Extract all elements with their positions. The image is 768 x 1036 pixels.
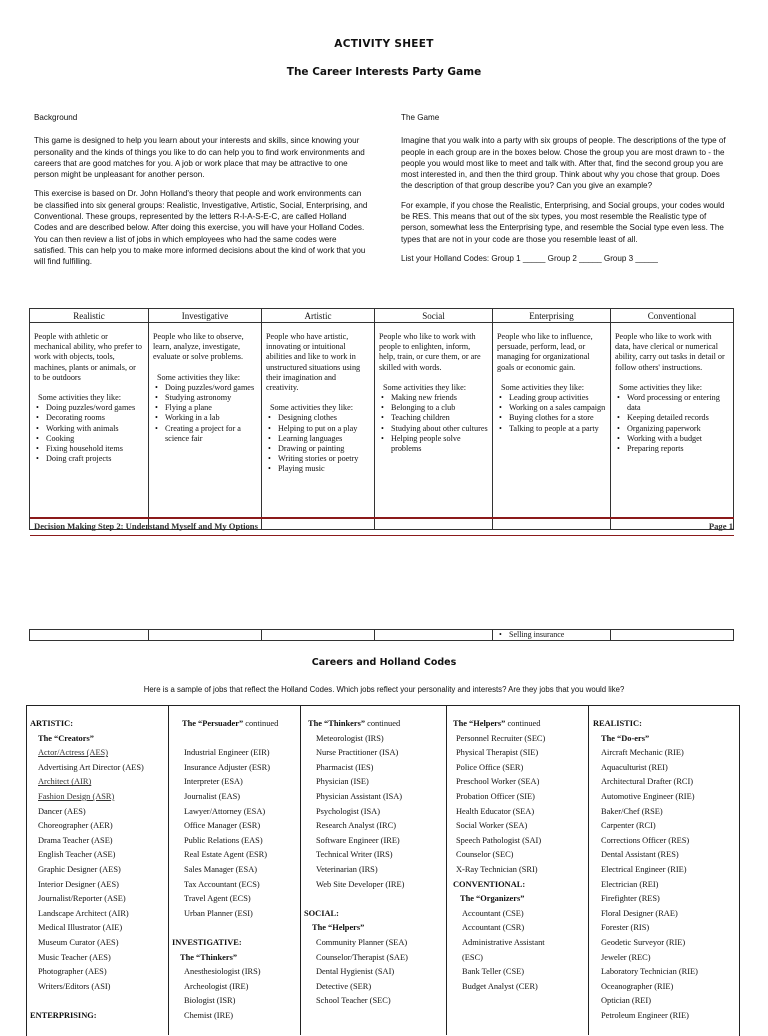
activity-item: • Studying about other cultures: [379, 424, 488, 434]
job-item[interactable]: Architect (AIR): [38, 777, 92, 787]
activity-item: • Designing clothes: [266, 413, 370, 423]
activity-item: • Talking to people at a party: [497, 424, 606, 434]
activity-item: • Word processing or entering data: [615, 393, 729, 413]
group-header-enterprising: Enterprising: [493, 309, 611, 323]
empty-cell: [611, 630, 734, 641]
job-item: Music Teacher (AES): [38, 952, 111, 962]
holland-codes-line: List your Holland Codes: Group 1 _____ Group 2 _____ Group 3 _____: [401, 253, 658, 263]
job-item: X-Ray Technician (SRI): [456, 864, 538, 874]
job-item: Baker/Chef (RSE): [601, 806, 663, 816]
background-paragraph-1: This game is designed to help you learn about your interests and skills, since knowing your personality and the kinds of things you like to do can help you to find work environments and careers that are good matches for you. A job or work place that may be attractive to one person might be unpleasant for another person.: [34, 136, 365, 180]
background-paragraph-2: This exercise is based on Dr. John Holland's theory that people and work environments can be classified into six general groups: Realistic, Investigative, Artistic, Social, Enterprising, and Conventional. These groups, represented by the letters R-I-A-S-E-C, are called Holland Codes and are described below. After doing this exercise, you will have your Holland Codes. You can then review a list of jobs in which employees who had the same codes were satisfied. This can help you to make more informed decisions about the kind of work that you will find fulfilling.: [34, 189, 368, 267]
job-item: Personnel Recruiter (SEC): [456, 733, 546, 743]
job-item: Floral Designer (RAE): [601, 908, 678, 918]
activity-item: • Working with a budget: [615, 434, 729, 444]
job-item: Jeweler (REC): [601, 952, 651, 962]
category-heading: REALISTIC:: [593, 719, 642, 728]
job-item: Pharmacist (IES): [316, 762, 374, 772]
job-item: Physical Therapist (SIE): [456, 748, 539, 758]
column-divider: [446, 705, 447, 1035]
job-item: Nurse Practitioner (ISA): [316, 748, 399, 758]
activity-item: • Creating a project for a science fair: [153, 424, 257, 444]
job-item: Drama Teacher (ASE): [38, 835, 113, 845]
job-item: Optician (REI): [601, 996, 652, 1006]
group-description: People who like to influence, persuade, perform, lead, or managing for organizational goals or economic gain.: [497, 332, 593, 372]
background-heading: Background: [34, 113, 78, 122]
background-section: [34, 112, 369, 276]
continued-label: continued: [243, 719, 279, 728]
group-cell-artistic: [262, 323, 375, 530]
activities-list: [34, 403, 144, 464]
column-divider: [168, 705, 169, 1035]
job-item: Software Engineer (IRE): [316, 835, 400, 845]
category-heading: CONVENTIONAL:: [453, 879, 526, 889]
category-subheading: The “Helpers”: [312, 923, 365, 933]
empty-cell: [30, 630, 149, 641]
job-item: Bank Teller (CSE): [462, 967, 525, 977]
footer-rule-bottom: [30, 535, 734, 536]
activities-label: Some activities they like:: [501, 382, 584, 392]
job-item: Electrical Engineer (RIE): [601, 864, 687, 874]
job-item: Urban Planner (ESI): [184, 908, 253, 918]
job-item: Administrative Assistant: [462, 937, 545, 947]
job-item[interactable]: Fashion Design (ASR): [38, 791, 115, 801]
spacer: [304, 892, 444, 907]
activity-item: • Studying astronomy: [153, 393, 257, 403]
category-subheading: The “Do-ers”: [601, 733, 650, 743]
footer-rule-top: [30, 517, 734, 519]
job-item: Veterinarian (IRS): [316, 864, 378, 874]
page-number: Page 1: [708, 521, 733, 531]
game-title: The Career Interests Party Game: [286, 66, 482, 78]
activity-item: • Playing music: [266, 464, 370, 474]
job-item: English Teacher (ASE): [38, 850, 116, 860]
category-subheading: The “Creators”: [38, 733, 94, 743]
job-item: Public Relations (EAS): [184, 835, 263, 845]
activity-item: • Working with animals: [34, 424, 144, 434]
activity-item: • Keeping detailed records: [615, 413, 729, 423]
group-header-investigative: Investigative: [149, 309, 262, 323]
activity-item: • Buying clothes for a store: [497, 413, 606, 423]
spacer: [172, 732, 298, 747]
activity-item: • Preparing reports: [615, 444, 729, 454]
job-item: Insurance Adjuster (ESR): [184, 762, 271, 772]
activity-item: • Selling insurance: [497, 630, 606, 640]
game-paragraph-1: Imagine that you walk into a party with six groups of people. The descriptions of the type of people in each group are in the boxes below. Chose the group you are most drawn to - the people you would most like to meet and talk with. After that, find the second group you are most interested in, and then the third group. Think about why you chose that group. Does the description of that group describe you? Can you give an example?: [401, 136, 726, 191]
job-item: Laboratory Technician (RIE): [601, 967, 698, 977]
job-item[interactable]: Actor/Actress (AES): [38, 748, 109, 758]
job-item: Journalist/Reporter (ASE): [38, 894, 126, 904]
job-item: Archeologist (IRE): [184, 981, 249, 991]
group-cell-social: [375, 323, 493, 530]
careers-column-4: [450, 717, 586, 994]
job-item: Psychologist (ISA): [316, 806, 380, 816]
job-item: Accountant (CSR): [462, 923, 525, 933]
job-item: Chemist (IRE): [184, 1010, 234, 1020]
activity-sheet-title: ACTIVITY SHEET: [334, 38, 434, 50]
activities-label: Some activities they like:: [38, 393, 121, 403]
job-item: Geodetic Surveyor (RIE): [601, 937, 686, 947]
job-item: Community Planner (SEA): [316, 937, 408, 947]
activity-item: • Flying a plane: [153, 403, 257, 413]
job-item: Probation Officer (SIE): [456, 791, 535, 801]
activity-item: • Working in a lab: [153, 413, 257, 423]
game-section: [401, 112, 733, 272]
activities-list: [266, 413, 370, 474]
job-item: Police Office (SER): [456, 762, 524, 772]
empty-cell: [262, 630, 375, 641]
category-subheading: The “Thinkers”: [180, 952, 238, 962]
job-item: Writers/Editors (ASI): [38, 981, 111, 991]
group-cell-conventional: [611, 323, 734, 530]
group-description: People with athletic or mechanical ability, who prefer to work with objects, tools, machines, plants or animals, or to be outdoors: [34, 332, 142, 382]
job-item: Health Educator (SEA): [456, 806, 535, 816]
job-item: Medical Illustrator (AIE): [38, 923, 123, 933]
activity-item: • Writing stories or poetry: [266, 454, 370, 464]
activity-item: • Doing puzzles/word games: [153, 383, 257, 393]
careers-column-3: [304, 717, 444, 1009]
spacer: [30, 994, 166, 1009]
activity-item: • Teaching children: [379, 413, 488, 423]
category-heading: ARTISTIC:: [30, 719, 73, 728]
group-description: People who like to work with data, have clerical or numerical ability, carry out tasks in detail or follow others' instructions.: [615, 332, 725, 372]
job-item: Aircraft Mechanic (RIE): [601, 748, 684, 758]
activity-item: • Drawing or painting: [266, 444, 370, 454]
job-item: Firefighter (RES): [601, 894, 660, 904]
job-item: Electrician (REI): [601, 879, 659, 889]
page-footer: [34, 521, 733, 531]
job-item: Meteorologist (IRS): [316, 733, 384, 743]
activity-item: • Helping people solve problems: [379, 434, 488, 454]
careers-column-2: [172, 717, 298, 1023]
job-item: Interpreter (ESA): [184, 777, 243, 787]
job-item: Technical Writer (IRS): [316, 850, 393, 860]
activities-list: [153, 383, 257, 444]
category-heading: INVESTIGATIVE:: [172, 937, 242, 947]
activities-list: [379, 393, 488, 454]
job-item: (ESC): [462, 952, 483, 962]
column-divider: [588, 705, 589, 1035]
job-item: Journalist (EAS): [184, 791, 241, 801]
job-item: Oceanographer (RIE): [601, 981, 674, 991]
job-item: Graphic Designer (AES): [38, 864, 121, 874]
job-item: Carpenter (RCI): [601, 821, 656, 831]
job-item: Research Analyst (IRC): [316, 821, 397, 831]
job-item: Counselor/Therapist (SAE): [316, 952, 408, 962]
job-item: Photographer (AES): [38, 967, 107, 977]
job-item: Advertising Art Director (AES): [38, 762, 144, 772]
activity-item: • Doing craft projects: [34, 454, 144, 464]
careers-column-artistic: [30, 717, 166, 1023]
holland-groups-table-continued: [29, 629, 734, 641]
job-item: Accountant (CSE): [462, 908, 524, 918]
spacer: [172, 921, 298, 936]
group-header-conventional: Conventional: [611, 309, 734, 323]
group-header-social: Social: [375, 309, 493, 323]
game-paragraph-2: For example, if you chose the Realistic, Enterprising, and Social groups, your codes would be RES. This means that out of the six types, you most resemble the Realistic type of person, somewhat less the Enterprising type, and resemble the Social type even less. The types that are not in your code are those you resemble least of all.: [401, 200, 725, 244]
category-heading: ENTERPRISING:: [30, 1010, 97, 1020]
activity-item: • Leading group activities: [497, 393, 606, 403]
activities-list: [497, 630, 606, 640]
job-item: Travel Agent (ECS): [184, 894, 251, 904]
job-item: Preschool Worker (SEA): [456, 777, 540, 787]
job-item: Lawyer/Attorney (ESA): [184, 806, 266, 816]
job-item: Industrial Engineer (EIR): [184, 748, 270, 758]
job-item: Museum Curator (AES): [38, 937, 119, 947]
job-item: Sales Manager (ESA): [184, 864, 258, 874]
activities-label: Some activities they like:: [270, 403, 353, 413]
group-cell-investigative: [149, 323, 262, 530]
activities-list: [615, 393, 729, 454]
category-continued: [450, 717, 586, 732]
group-cell-enterprising: [493, 323, 611, 530]
continued-label: continued: [365, 719, 401, 728]
category-continued: [304, 717, 444, 732]
activities-label: Some activities they like:: [383, 382, 466, 392]
activity-item: • Doing puzzles/word games: [34, 403, 144, 413]
game-heading: The Game: [401, 113, 440, 122]
holland-groups-table: [29, 308, 734, 530]
activity-item: • Making new friends: [379, 393, 488, 403]
job-item: Physician (ISE): [316, 777, 369, 787]
job-item: Interior Designer (AES): [38, 879, 119, 889]
job-item: Aquaculturist (REI): [601, 762, 668, 772]
job-item: Tax Accountant (ECS): [184, 879, 260, 889]
job-item: Dancer (AES): [38, 806, 86, 816]
job-item: Speech Pathologist (SAI): [456, 835, 542, 845]
careers-column-realistic: [593, 717, 736, 1023]
activity-item: • Fixing household items: [34, 444, 144, 454]
empty-cell: [149, 630, 262, 641]
job-item: Real Estate Agent (ESR): [184, 850, 268, 860]
job-item: Automotive Engineer (RIE): [601, 791, 695, 801]
job-item: Budget Analyst (CER): [462, 981, 538, 991]
activity-item: • Belonging to a club: [379, 403, 488, 413]
group-header-artistic: Artistic: [262, 309, 375, 323]
group-description: People who have artistic, innovating or intuitional abilities and like to work in unstructured situations using their imagination and creativity.: [266, 332, 361, 393]
empty-cell: [375, 630, 493, 641]
footer-section-title: Decision Making Step 2: Understand Myself and My Options: [34, 521, 258, 531]
careers-heading: Careers and Holland Codes: [311, 657, 457, 668]
careers-intro: Here is a sample of jobs that reflect the Holland Codes. Which jobs reflect your personality and interests? Are they jobs that you would like?: [143, 685, 625, 694]
job-item: Social Worker (SEA): [456, 821, 528, 831]
activities-label: Some activities they like:: [157, 372, 240, 382]
job-item: Anesthesiologist (IRS): [184, 967, 261, 977]
job-item: Office Manager (ESR): [184, 821, 261, 831]
activity-item: • Cooking: [34, 434, 144, 444]
group-description: People who like to work with people to enlighten, inform, help, train, or cure them, or are skilled with words.: [379, 332, 481, 372]
job-item: School Teacher (SEC): [316, 996, 391, 1006]
job-item: Architectural Drafter (RCI): [601, 777, 694, 787]
group-description: People who like to observe, learn, analyze, investigate, evaluate or solve problems.: [153, 332, 244, 362]
activity-item: • Working on a sales campaign: [497, 403, 606, 413]
activities-label: Some activities they like:: [619, 382, 702, 392]
group-cell-realistic: [30, 323, 149, 530]
job-item: Landscape Architect (AIR): [38, 908, 129, 918]
group-header-realistic: Realistic: [30, 309, 149, 323]
category-subheading: The “Organizers”: [460, 894, 525, 904]
category-continued: [172, 717, 298, 732]
job-item: Forester (RIS): [601, 923, 650, 933]
job-item: Corrections Officer (RES): [601, 835, 690, 845]
job-item: Biologist (ISR): [184, 996, 236, 1006]
job-item: Counselor (SEC): [456, 850, 514, 860]
category-subheading: The “Thinkers”: [308, 719, 366, 728]
job-item: Detective (SER): [316, 981, 372, 991]
continued-label: continued: [505, 719, 541, 728]
category-heading: SOCIAL:: [304, 908, 339, 918]
activity-item: • Learning languages: [266, 434, 370, 444]
category-subheading: The “Helpers”: [453, 719, 506, 728]
activity-item: • Organizing paperwork: [615, 424, 729, 434]
job-item: Dental Hygienist (SAI): [316, 967, 395, 977]
activity-item: • Decorating rooms: [34, 413, 144, 423]
category-subheading: The “Persuader”: [182, 719, 244, 728]
job-item: Choreographer (AER): [38, 821, 113, 831]
group-cell-enterprising-continued: [493, 630, 611, 641]
activity-item: • Helping to put on a play: [266, 424, 370, 434]
job-item: Dental Assistant (RES): [601, 850, 679, 860]
job-item: Web Site Developer (IRE): [316, 879, 405, 889]
column-divider: [300, 705, 301, 1035]
job-item: Physician Assistant (ISA): [316, 791, 403, 801]
activities-list: [497, 393, 606, 434]
job-item: Petroleum Engineer (RIE): [601, 1010, 689, 1020]
